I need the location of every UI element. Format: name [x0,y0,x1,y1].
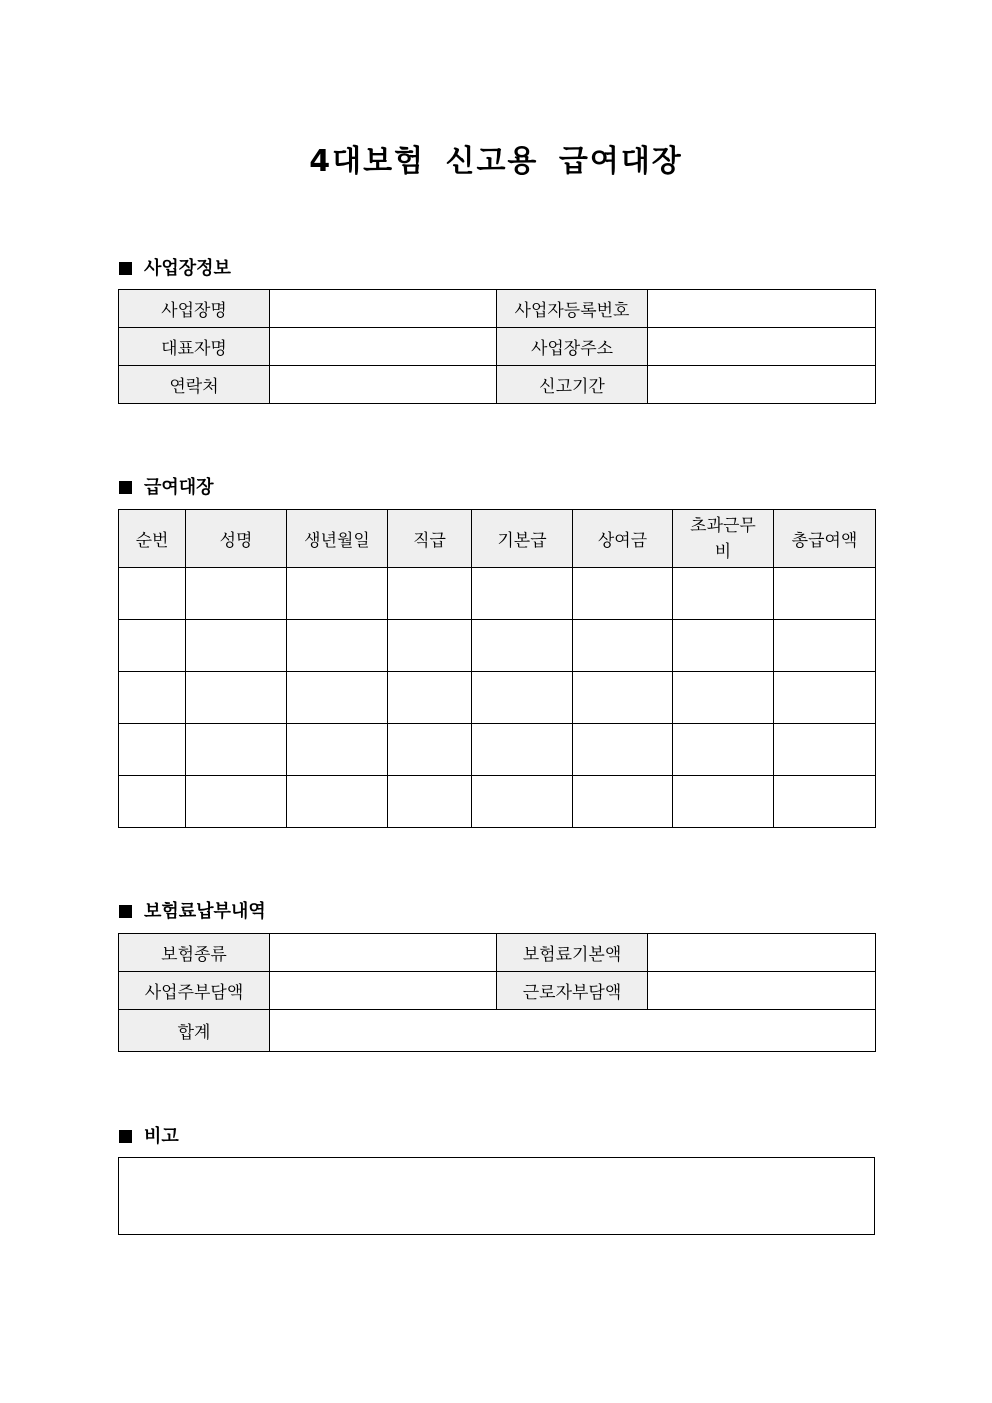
employee-share-label: 근로자부담액 [497,972,648,1010]
square-bullet-icon [119,905,132,918]
payroll-cell-birthdate[interactable] [287,620,388,672]
table-row [119,724,876,776]
employer-share-field[interactable] [270,972,497,1010]
table-row [119,672,876,724]
payroll-cell-bonus[interactable] [573,724,673,776]
col-header-birthdate: 생년월일 [287,510,388,568]
payroll-cell-bonus[interactable] [573,672,673,724]
table-row [119,290,876,328]
table-row [119,366,876,404]
remarks-heading-text: 비고 [144,1126,179,1147]
report-period-label: 신고기간 [497,366,648,404]
col-header-seq: 순번 [119,510,186,568]
payroll-cell-position[interactable] [388,776,472,828]
employee-share-field[interactable] [648,972,876,1010]
insurance-payment-heading [119,897,266,923]
payroll-cell-overtime-pay[interactable] [673,776,774,828]
insurance-payment-table [118,933,876,1052]
payroll-cell-position[interactable] [388,568,472,620]
payroll-cell-name[interactable] [186,776,287,828]
representative-name-label: 대표자명 [119,328,270,366]
premium-base-label: 보험료기본액 [497,934,648,972]
payroll-cell-name[interactable] [186,672,287,724]
insurance-payment-heading-text: 보험료납부내역 [144,901,266,922]
total-field[interactable] [270,1010,876,1052]
payroll-cell-base-pay[interactable] [472,672,573,724]
payroll-cell-total-pay[interactable] [774,620,876,672]
payroll-cell-bonus[interactable] [573,620,673,672]
square-bullet-icon [119,481,132,494]
table-row [119,1158,875,1235]
table-row [119,934,876,972]
payroll-cell-birthdate[interactable] [287,568,388,620]
contact-label: 연락처 [119,366,270,404]
payroll-cell-overtime-pay[interactable] [673,724,774,776]
payroll-heading [119,473,214,499]
col-header-overtime-pay: 초과근무비 [673,510,774,568]
business-info-table [118,289,876,404]
payroll-cell-base-pay[interactable] [472,776,573,828]
business-info-heading [119,254,231,280]
table-row [119,568,876,620]
payroll-cell-base-pay[interactable] [472,568,573,620]
payroll-cell-bonus[interactable] [573,776,673,828]
table-header-row [119,510,876,568]
payroll-cell-total-pay[interactable] [774,776,876,828]
col-header-position: 직급 [388,510,472,568]
payroll-cell-seq[interactable] [119,620,186,672]
payroll-cell-seq[interactable] [119,672,186,724]
payroll-cell-seq[interactable] [119,568,186,620]
payroll-cell-position[interactable] [388,672,472,724]
col-header-total-pay: 총급여액 [774,510,876,568]
payroll-cell-bonus[interactable] [573,568,673,620]
table-row [119,620,876,672]
premium-base-field[interactable] [648,934,876,972]
business-info-heading-text: 사업장정보 [144,258,231,279]
business-reg-number-field[interactable] [648,290,876,328]
payroll-cell-base-pay[interactable] [472,620,573,672]
payroll-cell-birthdate[interactable] [287,776,388,828]
payroll-cell-total-pay[interactable] [774,724,876,776]
payroll-cell-name[interactable] [186,620,287,672]
col-header-name: 성명 [186,510,287,568]
payroll-cell-name[interactable] [186,724,287,776]
table-row [119,328,876,366]
insurance-type-field[interactable] [270,934,497,972]
payroll-cell-birthdate[interactable] [287,672,388,724]
payroll-cell-position[interactable] [388,724,472,776]
business-address-label: 사업장주소 [497,328,648,366]
payroll-cell-total-pay[interactable] [774,672,876,724]
payroll-cell-name[interactable] [186,568,287,620]
square-bullet-icon [119,262,132,275]
payroll-cell-total-pay[interactable] [774,568,876,620]
business-address-field[interactable] [648,328,876,366]
employer-share-label: 사업주부담액 [119,972,270,1010]
payroll-cell-overtime-pay[interactable] [673,568,774,620]
col-header-base-pay: 기본급 [472,510,573,568]
remarks-heading [119,1122,179,1148]
payroll-cell-birthdate[interactable] [287,724,388,776]
payroll-cell-base-pay[interactable] [472,724,573,776]
payroll-heading-text: 급여대장 [144,477,214,498]
payroll-table [118,509,876,828]
payroll-cell-position[interactable] [388,620,472,672]
total-label: 합계 [119,1010,270,1052]
table-row [119,972,876,1010]
payroll-cell-seq[interactable] [119,776,186,828]
insurance-type-label: 보험종류 [119,934,270,972]
payroll-cell-seq[interactable] [119,724,186,776]
square-bullet-icon [119,1130,132,1143]
contact-field[interactable] [270,366,497,404]
col-header-bonus: 상여금 [573,510,673,568]
remarks-field[interactable] [119,1158,875,1235]
business-reg-number-label: 사업자등록번호 [497,290,648,328]
report-period-field[interactable] [648,366,876,404]
remarks-table [118,1157,875,1235]
payroll-cell-overtime-pay[interactable] [673,672,774,724]
table-row [119,1010,876,1052]
table-row [119,776,876,828]
document-title: 4대보험 신고용 급여대장 [309,144,683,179]
representative-name-field[interactable] [270,328,497,366]
business-name-field[interactable] [270,290,497,328]
business-name-label: 사업장명 [119,290,270,328]
payroll-cell-overtime-pay[interactable] [673,620,774,672]
